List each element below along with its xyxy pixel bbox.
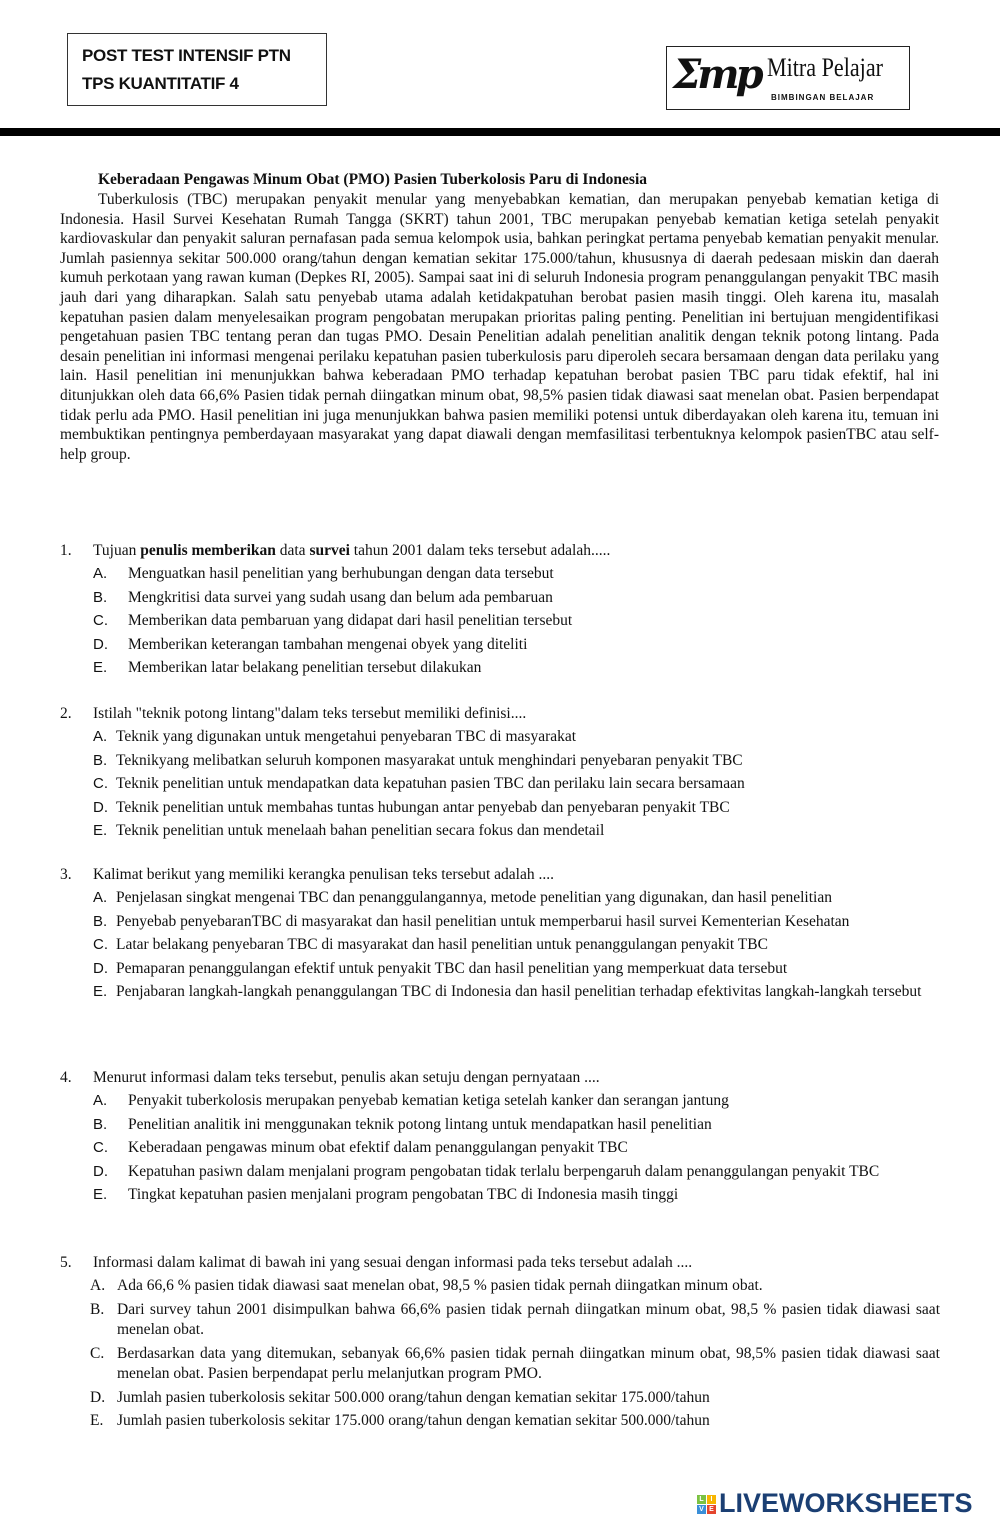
question-text: [60, 865, 940, 885]
option-text: Teknik penelitian untuk membahas tuntas hubungan antar penyebab dan penyebaran penyakit TBC: [116, 798, 730, 816]
answer-option-b[interactable]: [60, 1300, 940, 1341]
option-text: Keberadaan pengawas minum obat efektif dalam penanggulangan penyakit TBC: [128, 1139, 628, 1156]
option-letter: B.: [93, 1115, 108, 1133]
answer-option-a[interactable]: [60, 1091, 940, 1112]
answer-option-b[interactable]: [60, 588, 940, 609]
option-letter: E.: [93, 1186, 108, 1203]
q-text: Kalimat berikut yang memiliki kerangka penulisan teks tersebut adalah ....: [93, 866, 554, 883]
badge-letter: L: [697, 1495, 706, 1504]
logo-subtitle: BIMBINGAN BELAJAR: [771, 93, 875, 102]
question-number: 1.: [60, 542, 72, 559]
badge-letter: I: [707, 1495, 716, 1504]
option-text: Penjelasan singkat mengenai TBC dan penanggulangannya, metode penelitian yang digunakan, dan hasil penelitian: [116, 889, 832, 906]
option-letter: A.: [93, 565, 108, 582]
option-text: Teknik penelitian untuk mendapatkan data kepatuhan pasien TBC dan perilaku lain secara bersamaan: [116, 775, 745, 792]
question-text: [60, 541, 940, 561]
option-text: Kepatuhan pasiwn dalam menjalani program pengobatan tidak terlalu berpengaruh dalam penanggulangan penyakit TBC: [128, 1162, 880, 1180]
option-letter: A.: [93, 1092, 108, 1109]
question-5: [60, 1253, 940, 1432]
question-2: [60, 704, 940, 842]
option-letter: C.: [93, 936, 108, 953]
option-text: Menguatkan hasil penelitian yang berhubungan dengan data tersebut: [128, 565, 554, 582]
answer-option-d[interactable]: [60, 798, 940, 819]
option-text: Penelitian analitik ini menggunakan teknik potong lintang untuk mendapatkan hasil penelitian: [128, 1115, 712, 1133]
question-1: [60, 541, 940, 679]
option-letter: D.: [93, 1162, 108, 1180]
option-text: Penjabaran langkah-langkah penanggulangan TBC di Indonesia dan hasil penelitian terhadap efektivitas langkah-langkah tersebut: [116, 983, 922, 1000]
option-text: Pemaparan penanggulangan efektif untuk penyakit TBC dan hasil penelitian yang memperkuat data tersebut: [116, 959, 788, 977]
option-letter: B.: [93, 912, 108, 930]
option-letter: D.: [93, 959, 108, 977]
answer-option-e[interactable]: [60, 1411, 940, 1432]
option-letter: B.: [93, 588, 108, 606]
option-text: Jumlah pasien tuberkolosis sekitar 500.000 orang/tahun dengan kematian sekitar 175.000/tahun: [117, 1388, 710, 1406]
question-4: [60, 1068, 940, 1206]
answer-option-c[interactable]: [60, 1138, 940, 1159]
answer-option-b[interactable]: [60, 912, 940, 933]
question-number: 5.: [60, 1254, 72, 1271]
q-text-part: data: [275, 542, 310, 559]
q-text: Informasi dalam kalimat di bawah ini yang sesuai dengan informasi pada teks tersebut adalah ....: [93, 1254, 693, 1271]
option-letter: D.: [90, 1388, 106, 1406]
q-text: Istilah "teknik potong lintang"dalam teks tersebut memiliki definisi....: [93, 705, 527, 722]
answer-option-e[interactable]: [60, 821, 940, 842]
answer-option-e[interactable]: [60, 982, 940, 1003]
logo-name: Mitra Pelajar: [767, 53, 883, 82]
option-letter: C.: [90, 1344, 105, 1362]
header-divider: [0, 128, 1000, 136]
answer-option-a[interactable]: [60, 1276, 940, 1297]
option-text: Dari survey tahun 2001 disimpulkan bahwa 66,6% pasien tidak pernah diingatkan minum obat, 98,5 % pasien tidak diawasi saat menelan obat.: [117, 1300, 940, 1338]
option-letter: A.: [93, 889, 108, 906]
question-number: 3.: [60, 866, 72, 883]
article-title: Keberadaan Pengawas Minum Obat (PMO) Pasien Tuberkolosis Paru di Indonesia: [98, 171, 648, 188]
badge-letter: E: [707, 1505, 716, 1514]
option-letter: C.: [93, 1139, 108, 1156]
option-letter: E.: [93, 659, 108, 676]
option-text: Memberikan data pembaruan yang didapat dari hasil penelitian tersebut: [128, 612, 573, 629]
answer-option-c[interactable]: [60, 611, 940, 632]
question-number: 4.: [60, 1069, 72, 1086]
q-text-bold: survei: [309, 542, 350, 559]
option-letter: D.: [93, 798, 108, 816]
option-text: Penyebab penyebaranTBC di masyarakat dan hasil penelitian untuk memperbarui hasil survei Kementerian Kesehatan: [116, 912, 850, 930]
option-text: Teknik penelitian untuk menelaah bahan penelitian secara fokus dan mendetail: [116, 822, 605, 839]
option-letter: D.: [93, 635, 108, 653]
answer-option-c[interactable]: [60, 1344, 940, 1385]
option-letter: E.: [90, 1412, 104, 1429]
q-text-part: Tujuan: [93, 542, 141, 559]
answer-option-a[interactable]: [60, 888, 940, 909]
option-text: Berdasarkan data yang ditemukan, sebanyak 66,6% pasien tidak pernah diingatkan minum obat, 98,5% pasien tidak diawasi saat menelan obat. Pasien berpendapat perlu melanjutkan program PMO.: [117, 1344, 940, 1382]
option-text: Latar belakang penyebaran TBC di masyarakat dan hasil penelitian untuk penanggulangan penyakit TBC: [116, 936, 768, 953]
q-text-part: tahun 2001 dalam teks tersebut adalah.....: [349, 542, 611, 559]
question-text: [60, 1253, 940, 1273]
option-text: Ada 66,6 % pasien tidak diawasi saat menelan obat, 98,5 % pasien tidak pernah diingatkan minum obat.: [117, 1277, 763, 1294]
answer-option-e[interactable]: [60, 1185, 940, 1206]
option-letter: A.: [90, 1277, 106, 1294]
option-letter: A.: [93, 728, 108, 745]
answer-option-b[interactable]: [60, 1115, 940, 1136]
test-title-box: [67, 33, 327, 106]
answer-option-e[interactable]: [60, 658, 940, 679]
answer-option-d[interactable]: [60, 635, 940, 656]
answer-option-a[interactable]: [60, 564, 940, 585]
question-text: [60, 704, 940, 724]
answer-option-c[interactable]: [60, 935, 940, 956]
answer-option-b[interactable]: [60, 751, 940, 772]
mitra-pelajar-logo: [666, 46, 910, 110]
question-text: [60, 1068, 940, 1088]
article-body: Tuberkulosis (TBC) merupakan penyakit menular yang menyebabkan kematian, dan merupakan penyebab kematian ketiga di Indonesia. Hasil Survei Kesehatan Rumah Tangga (SKRT) tahun 2001, TBC merupakan penyebab kematian ketiga setelah penyakit kardiovaskular dan penyakit saluran pernafasan pada semua kelompok usia, bahkan peringkat pertama penyebab kematian penyakit menular. Jumlah pasiennya sekitar 500.000 orang/tahun dengan kematian sekitar 175.000/tahun, khususnya di daerah pedesaan miskin dan daerah kumuh perkotaan yang rawan kuman (Depkes RI, 2005). Sampai saat ini di seluruh Indonesia program penanggulangan penyakit TBC masih jauh dari yang diharapkan. Salah satu penyebab utama adalah ketidakpatuhan berobat pasien masih tinggi. Oleh karena itu, masalah kepatuhan pasien dalam menyelesaikan program pengobatan merupakan prioritas paling penting. Penelitian ini bertujuan mengidentifikasi pengetahuan pasien TBC tentang peran dan tugas PMO. Desain Penelitian adalah penelitian analitik dengan teknik potong lintang. Pada desain penelitian ini informasi mengenai perilaku kepatuhan pasien tuberkulosis paru diperoleh secara bersamaan dengan data perilaku yang lain. Hasil penelitian ini menunjukkan bahwa keberadaan PMO terhadap kepatuhan berobat pasien TBC paru tidak efektif, hal ini ditunjukkan oleh data 66,6% Pasien tidak pernah diingatkan minum obat, 98,5% pasien tidak diawasi saat menelan obat. Pasien berpendapat tidak perlu ada PMO. Hasil penelitian ini juga menunjukkan bahwa pasien memiliki potensi untuk diberdayakan oleh karena itu, temuan ini membuktikan pentingnya pemberdayaan masyarakat yang dapat diawali dengan memfasilitasi terbentuknya kelompok pasienTBC atau self-help group.: [60, 191, 939, 463]
option-letter: E.: [93, 822, 108, 839]
option-text: Tingkat kepatuhan pasien menjalani program pengobatan TBC di Indonesia masih tinggi: [128, 1186, 679, 1203]
answer-option-a[interactable]: [60, 727, 940, 748]
option-text: Teknikyang melibatkan seluruh komponen masyarakat untuk menghindari penyebaran penyakit TBC: [116, 751, 743, 769]
live-badge-icon: [697, 1495, 716, 1514]
badge-letter: V: [697, 1505, 706, 1514]
option-text: Penyakit tuberkolosis merupakan penyebab kematian ketiga setelah kanker dan serangan jantung: [128, 1092, 729, 1109]
option-letter: E.: [93, 983, 108, 1000]
option-text: Memberikan keterangan tambahan mengenai obyek yang diteliti: [128, 635, 528, 653]
option-text: Jumlah pasien tuberkolosis sekitar 175.000 orang/tahun dengan kematian sekitar 500.000/tahun: [117, 1412, 710, 1429]
option-text: Teknik yang digunakan untuk mengetahui penyebaran TBC di masyarakat: [116, 728, 577, 745]
answer-option-d[interactable]: [60, 1162, 940, 1183]
q-text-bold: penulis memberikan: [140, 542, 276, 559]
logo-mark: Σmp: [673, 51, 760, 98]
option-text: Mengkritisi data survei yang sudah usang dan belum ada pembaruan: [128, 588, 553, 606]
test-title: POST TEST INTENSIF PTN: [82, 46, 291, 65]
option-letter: C.: [93, 775, 108, 792]
answer-option-d[interactable]: [60, 959, 940, 980]
brand-text: LIVEWORKSHEETS: [719, 1488, 973, 1518]
option-letter: B.: [90, 1300, 105, 1318]
q-text: Menurut informasi dalam teks tersebut, penulis akan setuju dengan pernyataan ....: [93, 1069, 600, 1086]
option-letter: B.: [93, 751, 108, 769]
option-text: Memberikan latar belakang penelitian tersebut dilakukan: [128, 659, 482, 676]
answer-option-c[interactable]: [60, 774, 940, 795]
liveworksheets-logo: [697, 1488, 973, 1519]
question-number: 2.: [60, 705, 72, 722]
option-letter: C.: [93, 612, 108, 629]
answer-option-d[interactable]: [60, 1388, 940, 1409]
question-3: [60, 865, 940, 1003]
test-subtitle: TPS KUANTITATIF 4: [82, 74, 239, 93]
